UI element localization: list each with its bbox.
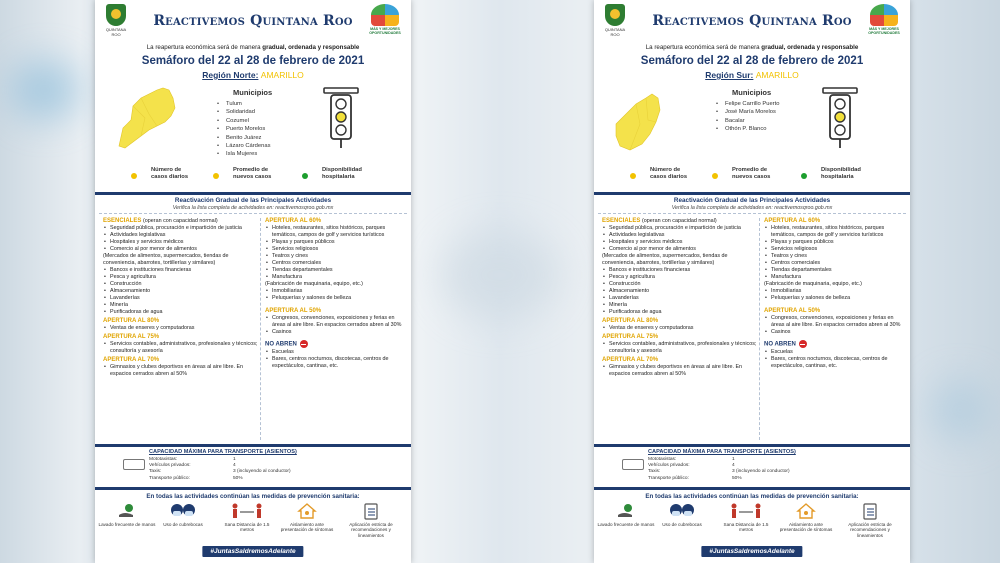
logo-caption: QUINTANA ROO [105, 27, 127, 37]
distance-icon [217, 502, 277, 520]
prevention-icons [594, 500, 910, 540]
table-cell: 4 [233, 463, 236, 469]
section-heading: APERTURA AL 60% [764, 218, 821, 224]
background-blob [930, 380, 990, 440]
prevention-item [341, 502, 401, 538]
activity-list [103, 364, 258, 378]
section-heading: APERTURA AL 60% [265, 218, 322, 224]
divider [594, 192, 910, 195]
legend-label: Promedio de nuevos casos [732, 167, 771, 180]
prevention-label: Sana Distancia de 1.5 metros [224, 522, 270, 533]
semaforo-title: Semáforo del 22 al 28 de febrero de 2021 [640, 55, 864, 67]
table-cell: Mototaxistas: [149, 457, 178, 462]
table-cell: 50% [732, 475, 742, 481]
oportunidades-logo [367, 4, 403, 35]
prevention-label: Lavado frecuente de manos [98, 522, 156, 527]
home-isolation-icon [776, 502, 836, 520]
list-item: • Minería [103, 302, 258, 309]
prevention-item [596, 502, 656, 527]
section-heading: APERTURA AL 50% [265, 308, 322, 314]
activity-list [103, 325, 258, 332]
activity-list [602, 325, 757, 332]
municipios-title: Municipios [732, 88, 772, 97]
list-note: (Fabricación de maquinaria, equipo, etc.) [265, 281, 363, 287]
legend-label: Número de casos diarios [650, 167, 688, 180]
activity-list [103, 341, 258, 355]
legend-label: Disponibilidad hospitalaria [821, 167, 861, 180]
hand-wash-icon [97, 502, 157, 520]
prevention-title: En todas las actividades continúan las medidas de prevención sanitaria: [645, 493, 859, 500]
prevention-item [153, 502, 213, 527]
region-heading [95, 70, 411, 80]
legend-disponibilidad [821, 167, 873, 181]
prevention-item [840, 502, 900, 538]
list-item: • Tiendas departamentales [764, 267, 906, 274]
prevention-label: Uso de cubrebocas [163, 522, 203, 527]
list-item: • Felipe Carrillo Puerto [716, 100, 779, 108]
list-item: • Bancos e instituciones financieras [602, 267, 757, 274]
activity-list [265, 349, 407, 370]
map-section [594, 82, 910, 166]
list-item: • Bares, centros nocturnos, discotecas, centros de espectáculos, cantinas, etc. [265, 356, 407, 370]
list-item: • Comercio al por menor de alimentos [602, 246, 757, 253]
activity-list [764, 225, 906, 302]
table-cell: 3 (incluyendo al conductor) [233, 469, 291, 475]
transport-table [149, 457, 291, 482]
list-item: • Congresos, convenciones, exposiciones y ferias en áreas al aire libre. En espacios cerrados abren al 30% [764, 315, 906, 329]
list-item: • Gimnasios y clubes deportivos en áreas al aire libre. En espacios cerrados abren al 50% [602, 364, 757, 378]
legend-dot [302, 173, 308, 179]
list-item: • Escuelas [265, 349, 407, 356]
subtitle [95, 44, 411, 51]
list-item: • Servicios religiosos [764, 246, 906, 253]
list-item: • Minería [602, 302, 757, 309]
legend-dot [801, 173, 807, 179]
list-item: • Centros comerciales [265, 260, 407, 267]
section-label: NO ABREN [265, 341, 297, 348]
prevention-item [277, 502, 337, 533]
section-label: NO ABREN [764, 341, 796, 348]
list-item: • Isla Mujeres [217, 150, 270, 158]
flyer-region-norte [95, 0, 411, 563]
section-label: ESENCIALES [602, 218, 641, 224]
prevention-label: Uso de cubrebocas [662, 522, 702, 527]
list-item: • Hoteles, restaurantes, sitios históricos, parques temáticos, campos de golf y servicios turísticos [265, 225, 407, 239]
list-item: • Playas y parques públicos [265, 239, 407, 246]
table-cell: Vehículos privados: [648, 463, 690, 469]
region-map-icon [612, 84, 680, 156]
transport-title: CAPACIDAD MÁXIMA PARA TRANSPORTE (ASIENTOS) [149, 449, 297, 455]
page-title: Reactivemos Quintana Roo [153, 13, 353, 29]
region-label: Región Norte: [202, 70, 259, 80]
stop-icon [799, 340, 807, 348]
prevention-label: Lavado frecuente de manos [597, 522, 655, 527]
legend-label: Número de casos diarios [151, 167, 189, 180]
divider [594, 487, 910, 490]
list-item: • Construcción [602, 281, 757, 288]
section-heading: APERTURA AL 70% [103, 357, 160, 363]
flyer-header [95, 0, 411, 44]
reactivacion-title: Reactivación Gradual de las Principales Actividades [673, 197, 831, 204]
list-item: • Tulum [217, 100, 270, 108]
column-divider [260, 218, 261, 440]
reactivacion-subtitle: Verifica la lista completa de actividades en: reactivemosqroo.gob.mx [172, 205, 334, 211]
section-label: ESENCIALES [103, 218, 142, 224]
flyer-region-sur [594, 0, 910, 563]
list-item: • Servicios religiosos [265, 246, 407, 253]
table-cell: Taxis: [648, 469, 661, 475]
reactivacion-title: Reactivación Gradual de las Principales Actividades [174, 197, 332, 204]
legend-casos [650, 167, 690, 181]
list-item: • Construcción [103, 281, 258, 288]
list-item: • Purificadoras de agua [602, 309, 757, 316]
section-heading: APERTURA AL 50% [764, 308, 821, 314]
list-item: • Pesca y agricultura [103, 274, 258, 281]
region-level: AMARILLO [755, 70, 799, 80]
list-item: • Purificadoras de agua [103, 309, 258, 316]
legend-dot [213, 173, 219, 179]
logo-caption: MÁS Y MEJORES OPORTUNIDADES [868, 27, 900, 35]
section-heading: APERTURA AL 75% [602, 334, 659, 340]
activities-section [95, 214, 411, 444]
activities-right-column [265, 216, 407, 370]
prevention-title: En todas las actividades continúan las medidas de prevención sanitaria: [146, 493, 360, 500]
bus-icon [622, 459, 644, 470]
list-item: • Bares, centros nocturnos, discotecas, centros de espectáculos, cantinas, etc. [764, 356, 906, 370]
activity-list [764, 349, 906, 370]
subtitle [594, 44, 910, 51]
section-heading [602, 218, 757, 225]
prevention-item [97, 502, 157, 527]
list-note: (Fabricación de maquinaria, equipo, etc.) [764, 281, 862, 287]
list-item: • Actividades legislativas [103, 232, 258, 239]
home-isolation-icon [277, 502, 337, 520]
prevention-icons [95, 500, 411, 540]
list-item: • Manufactura [265, 274, 407, 281]
divider [95, 192, 411, 195]
list-item: • Seguridad pública, procuración e impartición de justicia [602, 225, 757, 232]
region-map-icon [113, 84, 181, 156]
list-item: • Comercio al por menor de alimentos [103, 246, 258, 253]
section-note: (operan con capacidad normal) [642, 218, 717, 224]
section-heading: APERTURA AL 80% [602, 318, 659, 324]
bus-icon [123, 459, 145, 470]
region-level: AMARILLO [260, 70, 304, 80]
list-item: • Casinos [764, 329, 906, 336]
list-item: • Hospitales y servicios médicos [103, 239, 258, 246]
legend [95, 166, 411, 192]
list-item: • Inmobiliarias [764, 288, 906, 295]
activity-list [602, 225, 757, 316]
activity-list [764, 315, 906, 336]
logo-ring-icon [371, 4, 399, 26]
list-item: • José María Morelos [716, 108, 779, 116]
prevention-item [776, 502, 836, 533]
list-item: • Servicios contables, administrativos, profesionales y técnicos; consultoría y asesoría [103, 341, 258, 355]
list-item: • Hoteles, restaurantes, sitios históricos, parques temáticos, campos de golf y servicios turísticos [764, 225, 906, 239]
table-cell: Vehículos privados: [149, 463, 191, 469]
list-item: • Peluquerías y salones de belleza [764, 295, 906, 302]
section-note: (operan con capacidad normal) [143, 218, 218, 224]
table-cell: 1 [233, 457, 236, 462]
region-heading [594, 70, 910, 80]
list-item: • Ventas de enseres y computadoras [602, 325, 757, 332]
list-item: • Bancos e instituciones financieras [103, 267, 258, 274]
list-note: (Mercados de alimentos, supermercados, tiendas de conveniencia, abarrotes, tortillerías y similares) [602, 253, 728, 266]
region-label: Región Sur: [705, 70, 754, 80]
section-heading: APERTURA AL 75% [103, 334, 160, 340]
hashtag-banner: #JuntasSaldremosAdelante [701, 546, 802, 557]
prevention-item [217, 502, 277, 533]
activity-list [265, 225, 407, 302]
transport-table [648, 457, 790, 482]
activity-list [602, 341, 757, 355]
checklist-icon [341, 502, 401, 520]
activities-right-column [764, 216, 906, 370]
stop-icon [300, 340, 308, 348]
prevention-label: Aplicación estricta de recomendaciones y lineamientos [349, 522, 393, 538]
list-item: • Lázaro Cárdenas [217, 142, 270, 150]
list-item: • Puerto Morelos [217, 125, 270, 133]
list-item: • Othón P. Blanco [716, 125, 779, 133]
prevention-label: Aplicación estricta de recomendaciones y lineamientos [848, 522, 892, 538]
hashtag-banner: #JuntasSaldremosAdelante [202, 546, 303, 557]
transport-section [95, 447, 411, 487]
list-item: • Benito Juárez [217, 134, 270, 142]
list-item: • Manufactura [764, 274, 906, 281]
section-heading [265, 340, 407, 349]
list-item: • Ventas de enseres y computadoras [103, 325, 258, 332]
table-cell: Transporte público: [648, 475, 689, 481]
subtitle-bold: gradual, ordenada y responsable [262, 44, 360, 51]
divider [95, 487, 411, 490]
list-item: • Teatros y cines [265, 253, 407, 260]
face-mask-icon [153, 502, 213, 520]
legend-dot [712, 173, 718, 179]
legend-label: Promedio de nuevos casos [233, 167, 272, 180]
prevention-label: Sana Distancia de 1.5 metros [723, 522, 769, 533]
table-cell: 1 [732, 457, 735, 462]
list-item: • Almacenamiento [103, 288, 258, 295]
legend-casos [151, 167, 191, 181]
logo-caption: MÁS Y MEJORES OPORTUNIDADES [369, 27, 401, 35]
list-item: • Gimnasios y clubes deportivos en áreas al aire libre. En espacios cerrados abren al 50% [103, 364, 258, 378]
list-item: • Hospitales y servicios médicos [602, 239, 757, 246]
oportunidades-logo [866, 4, 902, 35]
list-item: • Cozumel [217, 117, 270, 125]
legend-label: Disponibilidad hospitalaria [322, 167, 362, 180]
list-item: • Almacenamiento [602, 288, 757, 295]
legend-dot [630, 173, 636, 179]
list-item: • Tiendas departamentales [265, 267, 407, 274]
logo-caption: QUINTANA ROO [604, 27, 626, 37]
page-title: Reactivemos Quintana Roo [652, 13, 852, 29]
prevention-item [716, 502, 776, 533]
list-item: • Playas y parques públicos [764, 239, 906, 246]
logo-ring-icon [870, 4, 898, 26]
subtitle-bold: gradual, ordenada y responsable [761, 44, 859, 51]
table-cell: Mototaxistas: [648, 457, 677, 462]
activities-left-column [103, 216, 258, 378]
list-item: • Bacalar [716, 117, 779, 125]
list-item: • Inmobiliarias [265, 288, 407, 295]
legend-dot [131, 173, 137, 179]
traffic-light-icon [320, 86, 362, 150]
municipios-list [716, 100, 779, 134]
list-item: • Actividades legislativas [602, 232, 757, 239]
list-item: • Peluquerías y salones de belleza [265, 295, 407, 302]
list-item: • Casinos [265, 329, 407, 336]
list-item: • Congresos, convenciones, exposiciones y ferias en áreas al aire libre. En espacios cerrados abren al 30% [265, 315, 407, 329]
map-section [95, 82, 411, 166]
background-blob [10, 60, 80, 120]
subtitle-text: La reapertura económica será de manera [645, 44, 762, 51]
transport-section [594, 447, 910, 487]
table-row [648, 476, 790, 482]
legend-disponibilidad [322, 167, 374, 181]
list-item: • Lavanderías [602, 295, 757, 302]
background-blob [440, 230, 560, 320]
section-heading: APERTURA AL 70% [602, 357, 659, 363]
section-heading [103, 218, 258, 225]
traffic-light-icon [819, 86, 861, 150]
table-row [149, 476, 291, 482]
activities-left-column [602, 216, 757, 378]
column-divider [759, 218, 760, 440]
table-cell: 3 (incluyendo al conductor) [732, 469, 790, 475]
table-cell: Taxis: [149, 469, 162, 475]
table-cell: 50% [233, 475, 243, 481]
activities-section [594, 214, 910, 444]
list-item: • Solidaridad [217, 108, 270, 116]
reactivacion-subtitle: Verifica la lista completa de actividades en: reactivemosqroo.gob.mx [671, 205, 833, 211]
activity-list [265, 315, 407, 336]
list-item: • Pesca y agricultura [602, 274, 757, 281]
list-item: • Servicios contables, administrativos, profesionales y técnicos; consultoría y asesoría [602, 341, 757, 355]
legend-promedio [732, 167, 776, 181]
table-cell: Transporte público: [149, 475, 190, 481]
municipios-title: Municipios [233, 88, 273, 97]
activity-list [602, 364, 757, 378]
subtitle-text: La reapertura económica será de manera [146, 44, 263, 51]
legend [594, 166, 910, 192]
prevention-label: Aislamiento ante presentación de síntomas [779, 522, 833, 533]
face-mask-icon [652, 502, 712, 520]
semaforo-title: Semáforo del 22 al 28 de febrero de 2021 [141, 55, 365, 67]
section-heading [764, 340, 906, 349]
distance-icon [716, 502, 776, 520]
prevention-item [652, 502, 712, 527]
transport-title: CAPACIDAD MÁXIMA PARA TRANSPORTE (ASIENTOS) [648, 449, 796, 455]
list-note: (Mercados de alimentos, supermercados, tiendas de conveniencia, abarrotes, tortillerías y similares) [103, 253, 229, 266]
section-heading: APERTURA AL 80% [103, 318, 160, 324]
hand-wash-icon [596, 502, 656, 520]
municipios-list [217, 100, 270, 159]
list-item: • Lavanderías [103, 295, 258, 302]
prevention-label: Aislamiento ante presentación de síntomas [280, 522, 334, 533]
list-item: • Escuelas [764, 349, 906, 356]
flyer-header [594, 0, 910, 44]
activity-list [103, 225, 258, 316]
list-item: • Teatros y cines [764, 253, 906, 260]
legend-promedio [233, 167, 277, 181]
table-cell: 4 [732, 463, 735, 469]
list-item: • Seguridad pública, procuración e impartición de justicia [103, 225, 258, 232]
list-item: • Centros comerciales [764, 260, 906, 267]
checklist-icon [840, 502, 900, 520]
